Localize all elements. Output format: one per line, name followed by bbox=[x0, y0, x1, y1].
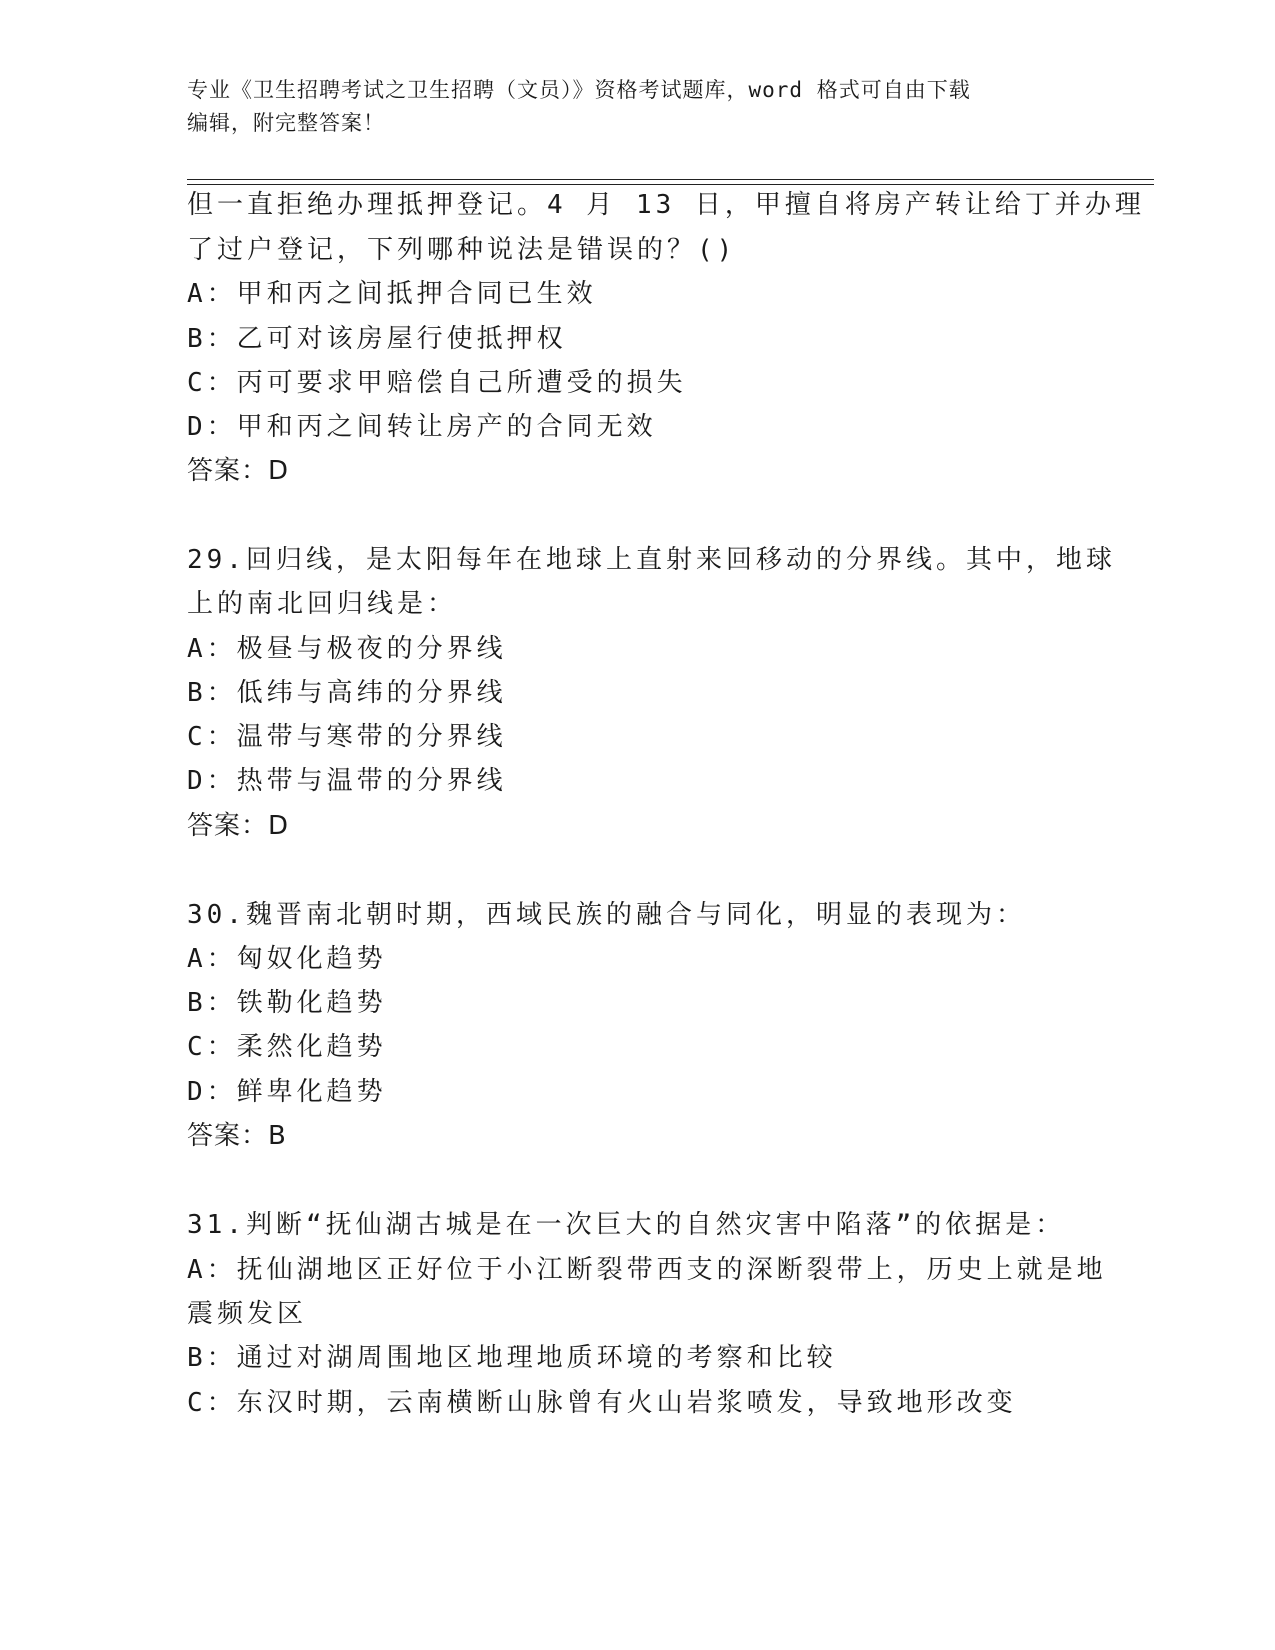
q30-option-c: C：柔然化趋势 bbox=[187, 1032, 387, 1062]
q28-stem-line-2: 了过户登记，下列哪种说法是错误的？() bbox=[187, 235, 737, 265]
q30-answer: 答案：B bbox=[187, 1121, 287, 1151]
q29-stem-line-1: 29.回归线，是太阳每年在地球上直射来回移动的分界线。其中，地球 bbox=[187, 545, 1116, 575]
q28-option-d: D：甲和丙之间转让房产的合同无效 bbox=[187, 412, 657, 442]
header-divider-bottom bbox=[187, 184, 1154, 185]
q31-option-c: C：东汉时期，云南横断山脉曾有火山岩浆喷发，导致地形改变 bbox=[187, 1388, 1017, 1418]
q30-option-a: A：匈奴化趋势 bbox=[187, 944, 387, 974]
q30-stem-line-1: 30.魏晋南北朝时期，西域民族的融合与同化，明显的表现为： bbox=[187, 900, 1026, 930]
q31-option-a-line-1: A：抚仙湖地区正好位于小江断裂带西支的深断裂带上，历史上就是地 bbox=[187, 1255, 1107, 1285]
q29-option-d: D：热带与温带的分界线 bbox=[187, 766, 507, 796]
q31-option-a-line-2: 震频发区 bbox=[187, 1299, 308, 1329]
header-divider-top bbox=[187, 179, 1154, 180]
q29-option-c: C：温带与寒带的分界线 bbox=[187, 722, 507, 752]
q28-option-c: C：丙可要求甲赔偿自己所遭受的损失 bbox=[187, 368, 687, 398]
document-header bbox=[187, 74, 1087, 140]
q28-stem-line-1: 但一直拒绝办理抵押登记。4 月 13 日，甲擅自将房产转让给丁并办理 bbox=[187, 190, 1145, 220]
q29-option-b: B：低纬与高纬的分界线 bbox=[187, 678, 507, 708]
q30-option-b: B：铁勒化趋势 bbox=[187, 988, 387, 1018]
q31-stem-line-1: 31.判断“抚仙湖古城是在一次巨大的自然灾害中陷落”的依据是： bbox=[187, 1210, 1066, 1240]
header-line-2: 编辑，附完整答案！ bbox=[187, 111, 385, 135]
q29-answer: 答案：D bbox=[187, 811, 290, 841]
q29-stem-line-2: 上的南北回归线是： bbox=[187, 589, 458, 619]
q28-answer: 答案：D bbox=[187, 456, 290, 486]
q31-option-b: B：通过对湖周围地区地理地质环境的考察和比较 bbox=[187, 1343, 837, 1373]
header-line-1: 专业《卫生招聘考试之卫生招聘（文员）》资格考试题库，word 格式可自由下载 bbox=[187, 78, 971, 102]
q28-option-b: B：乙可对该房屋行使抵押权 bbox=[187, 324, 567, 354]
q29-option-a: A：极昼与极夜的分界线 bbox=[187, 634, 507, 664]
q30-option-d: D：鲜卑化趋势 bbox=[187, 1077, 387, 1107]
q28-option-a: A：甲和丙之间抵押合同已生效 bbox=[187, 279, 597, 309]
